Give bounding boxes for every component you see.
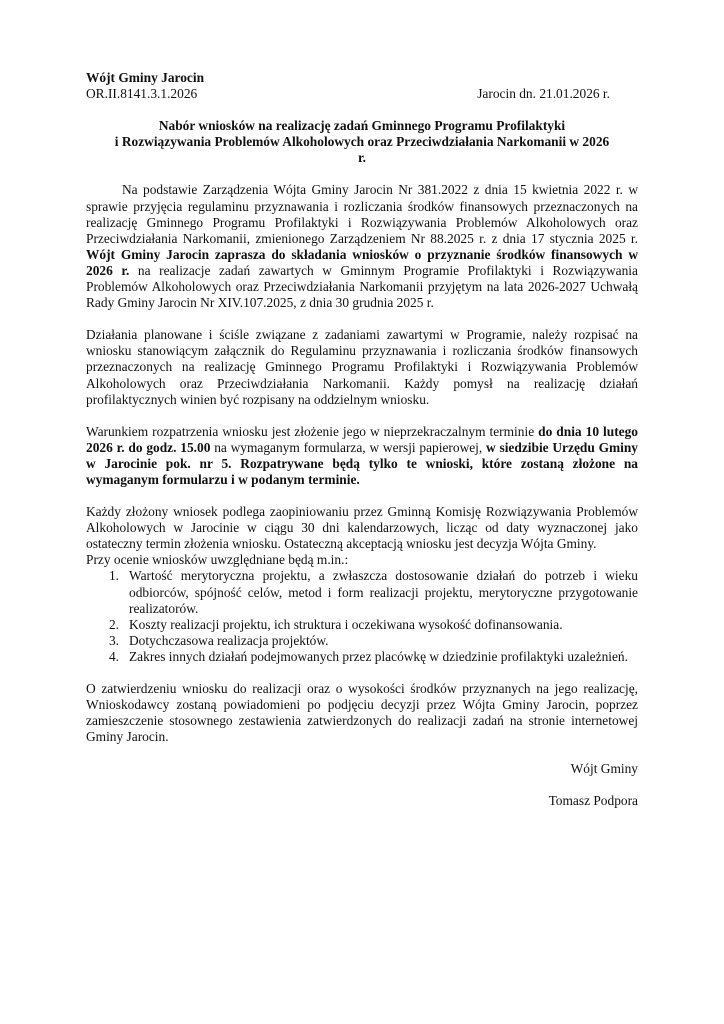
- reference-number: OR.II.8141.3.1.2026: [86, 86, 198, 102]
- criteria-intro: Przy ocenie wniosków uwzględniane będą m.in.:: [86, 552, 349, 568]
- deadline-intro: Warunkiem rozpatrzenia wniosku jest złożenie jego w nieprzekraczalnym terminie: [86, 423, 539, 439]
- document-page: [86, 70, 638, 810]
- list-item: [86, 633, 638, 649]
- paragraph-notification: O zatwierdzeniu wniosku do realizacji oraz o wysokości środków przyznanych na jego realizację, Wnioskodawcy zostaną powiadomieni po podjęciu decyzji przez Wójta Gminy Jarocin, poprzez zamieszczenie stosownego zestawienia zatwierdzonych do realizacji zadań na stronie internetowej Gminy Jarocin.: [86, 681, 638, 745]
- list-number: 4.: [108, 648, 119, 664]
- reference-row: [86, 86, 638, 102]
- issuer-name: Wójt Gminy Jarocin: [86, 70, 205, 85]
- place-date: Jarocin dn. 21.01.2026 r.: [477, 86, 610, 102]
- title-line-1: Nabór wniosków na realizację zadań Gminnego Programu Profilaktyki: [158, 118, 566, 134]
- list-item: [86, 568, 638, 616]
- signatory-role: Wójt Gminy: [570, 761, 638, 777]
- paragraph-legal-basis: [86, 182, 638, 311]
- paragraph-deadline: [86, 424, 638, 488]
- list-number: 2.: [108, 616, 119, 632]
- list-item: [86, 617, 638, 633]
- title-line-3: r.: [357, 150, 367, 166]
- criteria-list: [86, 568, 638, 665]
- list-item: [86, 649, 638, 665]
- form-requirement: na wymaganym formularza, w wersji papierowej,: [210, 439, 487, 455]
- legal-basis-text: Na podstawie Zarządzenia Wójta Gminy Jarocin Nr 381.2022 z dnia 15 kwietnia 2022 r. w sprawie przyjęcia regulaminu przyznawania i rozliczania środków finansowych przeznaczonych na realizację Gminnego Programu Profilaktyki i Rozwiązywania Problemów Alkoholowych oraz Przeciwdziałania Narkomanii, zmienionego Zarządzeniem Nr 88.2025 r. z dnia 17 stycznia 2025 r.: [86, 182, 638, 246]
- document-title: [86, 118, 638, 166]
- deadline-date: do dnia 10 lutego 2026 r. do godz. 15.00: [86, 423, 638, 455]
- submission-location: w siedzibie Urzędu Gminy w Jarocinie pok. nr 5. Rozpatrywane będą tylko te wnioski, które zostaną złożone na wymaganym formularzu i w podanym terminie.: [86, 439, 639, 487]
- list-text: Wartość merytoryczna projektu, a zwłaszcza dostosowanie działań do potrzeb i wieku odbiorców, spójność celów, metod i form realizacji projektu, merytoryczne przygotowanie realizatorów.: [129, 568, 638, 616]
- title-line-2: i Rozwiązywania Problemów Alkoholowych oraz Przeciwdziałania Narkomanii w 2026: [114, 134, 610, 150]
- signature-block: [86, 761, 638, 809]
- invitation-text: Wójt Gminy Jarocin zaprasza do składania wniosków o przyznanie środków finansowych w 2026 r.: [86, 246, 638, 278]
- list-text: Zakres innych działań podejmowanych przez placówkę w dziedzinie profilaktyki uzależnień.: [129, 648, 628, 664]
- list-number: 1.: [108, 568, 119, 584]
- paragraph-evaluation: Każdy złożony wniosek podlega zaopiniowaniu przez Gminną Komisję Rozwiązywania Problemów Alkoholowych w Jarocinie w ciągu 30 dni kalendarzowych, licząc od daty wyznaczonej jako ostateczny termin złożenia wniosku. Ostateczną akceptacją wniosku jest decyzja Wójta Gminy.: [86, 504, 638, 552]
- list-text: Dotychczasowa realizacja projektów.: [129, 632, 329, 648]
- paragraph-activities: Działania planowane i ściśle związane z zadaniami zawartymi w Programie, należy rozpisać na wniosku stanowiącym załącznik do Regulaminu przyznawania i rozliczania środków finansowych przeznaczonych na realizację Gminnego Programu Profilaktyki i Rozwiązywania Problemów Alkoholowych oraz Przeciwdziałania Narkomanii. Każdy pomysł na realizację działań profilaktycznych winien być rozpisany na oddzielnym wniosku.: [86, 327, 638, 407]
- list-number: 3.: [108, 632, 119, 648]
- document-header: [86, 70, 638, 102]
- program-reference-text: na realizacje zadań zawartych w Gminnym Programie Profilaktyki i Rozwiązywania Problemów Alkoholowych oraz Przeciwdziałania Narkomanii przyjętym na lata 2026-2027 Uchwałą Rady Gminy Jarocin Nr XIV.107.2025, z dnia 30 grudnia 2025 r.: [86, 262, 638, 311]
- list-text: Koszty realizacji projektu, ich struktura i oczekiwana wysokość dofinansowania.: [129, 616, 563, 632]
- signatory-name: Tomasz Podpora: [548, 793, 638, 809]
